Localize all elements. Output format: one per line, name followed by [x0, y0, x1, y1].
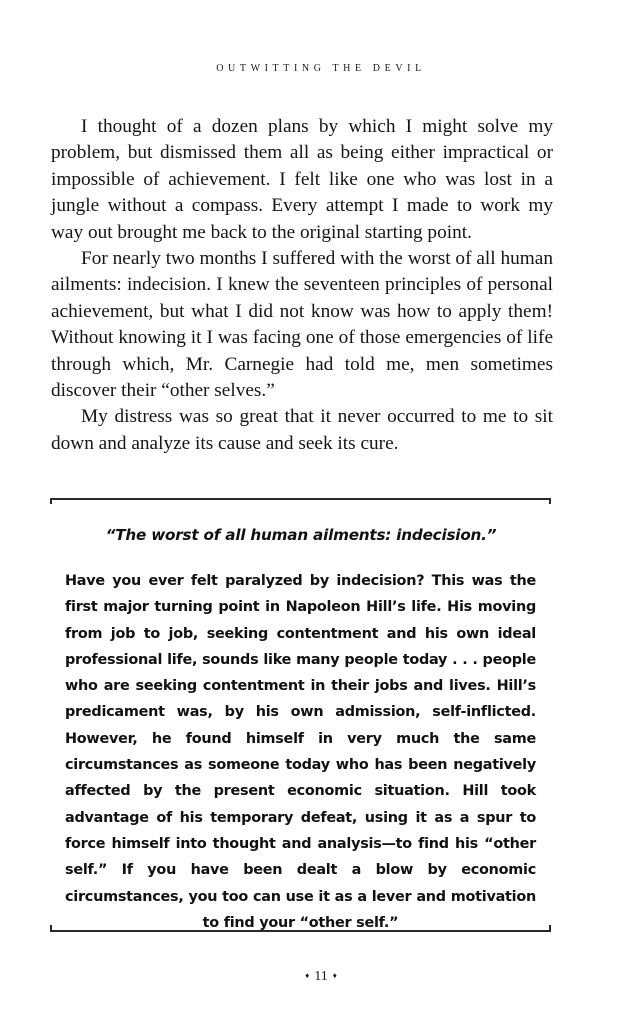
- body-paragraph: I thought of a dozen plans by which I might solve my problem, but dismissed them all as being either impractical or impossible of achievement. I felt like one who was lost in a jungle without a compass. Every attempt I made to work my way out brought me back to the original starting point.: [51, 116, 553, 243]
- sidebar-commentary: [65, 568, 536, 936]
- sidebar-top-rule: [50, 498, 551, 500]
- sidebar-top-rule-tick: [549, 498, 551, 504]
- sidebar-bottom-rule-tick: [549, 925, 551, 931]
- page-number: 11: [314, 969, 328, 984]
- page-folio: [0, 969, 642, 985]
- sidebar-pull-quote: “The worst of all human ailments: indecision.”: [105, 526, 497, 544]
- sidebar-bottom-rule: [50, 930, 551, 932]
- folio-ornament-left: ♦: [305, 971, 310, 980]
- sidebar-top-rule-tick: [50, 498, 52, 504]
- running-header: OUTWITTING THE DEVIL: [216, 63, 426, 74]
- body-text: [51, 114, 553, 457]
- folio-ornament-right: ♦: [332, 971, 337, 980]
- sidebar-bottom-rule-tick: [50, 925, 52, 931]
- sidebar-paragraph: Have you ever felt paralyzed by indecision? This was the first major turning point in Napoleon Hill’s life. His moving from job to job, seeking contentment and his own ideal professional life, sounds like many people today . . . people who are seeking contentment in their jobs and lives. Hill’s predicament was, by his own admission, self-inflicted. However, he found himself in very much the same circumstances as someone today who has been negatively affected by the present economic situation. Hill took advantage of his temporary defeat, using it as a spur to force himself into thought and analysis—to find his “other self.” If you have been dealt a blow by economic circumstances, you too can use it as a lever and motivation to find your “other self.”: [65, 573, 536, 931]
- body-paragraph: For nearly two months I suffered with the worst of all human ailments: indecision. I knew the seventeen principles of personal achievement, but what I did not know was how to apply them! Without knowing it I was facing one of those emergencies of life through which, Mr. Carnegie had told me, men sometimes discover their “other selves.”: [51, 248, 553, 402]
- body-paragraph: My distress was so great that it never occurred to me to sit down and analyze its cause and seek its cure.: [51, 406, 553, 454]
